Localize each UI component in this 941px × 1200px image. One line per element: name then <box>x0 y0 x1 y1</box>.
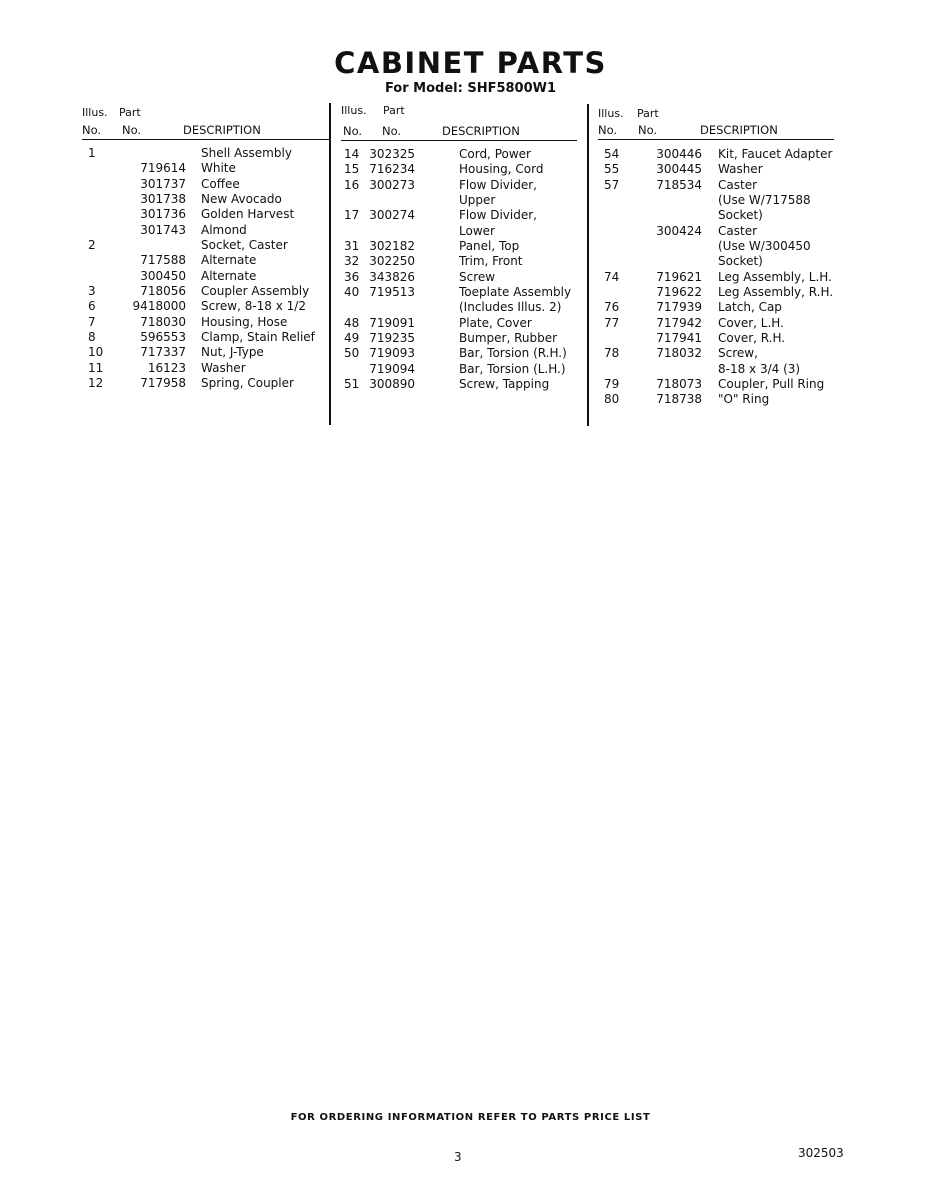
part-description: Bar, Torsion (R.H.) <box>459 346 567 361</box>
illus-number: 11 <box>88 360 104 375</box>
part-number: 596553 <box>140 329 186 344</box>
part-description: (Use W/717588 <box>718 192 811 207</box>
part-description: New Avocado <box>201 191 282 206</box>
part-number: 300450 <box>140 268 186 283</box>
part-description: Leg Assembly, L.H. <box>718 269 832 284</box>
part-number: 718032 <box>656 346 702 361</box>
part-number: 719093 <box>369 346 415 361</box>
part-number: 300890 <box>369 376 415 391</box>
part-number: 717958 <box>140 375 186 390</box>
part-description: Screw, 8-18 x 1/2 <box>201 299 306 314</box>
part-description: Latch, Cap <box>718 300 782 315</box>
illus-number: 49 <box>344 330 360 345</box>
column-divider <box>329 103 331 425</box>
part-description: Caster <box>718 223 758 238</box>
part-number: 718056 <box>140 283 186 298</box>
part-number: 300445 <box>656 162 702 177</box>
part-description: "O" Ring <box>718 392 770 407</box>
part-description: (Use W/300450 <box>718 238 811 253</box>
illus-number: 50 <box>344 346 360 361</box>
header-part-no: No. <box>382 124 402 138</box>
part-number: 301743 <box>140 222 186 237</box>
part-number: 718534 <box>656 177 702 192</box>
illus-number: 6 <box>88 299 96 314</box>
part-description: Alternate <box>201 268 257 283</box>
part-number: 717939 <box>656 300 702 315</box>
part-number: 718030 <box>140 314 186 329</box>
part-number: 717337 <box>140 345 186 360</box>
illus-number: 32 <box>344 254 360 269</box>
part-number: 719513 <box>369 284 415 299</box>
header-description: DESCRIPTION <box>700 123 778 137</box>
illus-number: 55 <box>604 162 620 177</box>
part-description: Cord, Power <box>459 147 531 161</box>
part-number: 300446 <box>656 147 702 161</box>
illus-number: 31 <box>344 238 360 253</box>
part-number: 302250 <box>369 254 415 269</box>
header-description: DESCRIPTION <box>442 124 520 138</box>
part-description: Housing, Cord <box>459 162 544 177</box>
part-number: 717941 <box>656 330 702 345</box>
part-description: Plate, Cover <box>459 315 532 330</box>
header-illus: Illus. <box>341 104 367 117</box>
part-description: Toeplate Assembly <box>459 284 572 299</box>
part-number: 717942 <box>656 315 702 330</box>
part-description: Screw, Tapping <box>459 376 550 391</box>
illus-number: 77 <box>604 315 620 330</box>
illus-number: 1 <box>88 146 96 160</box>
header-illus: Illus. <box>598 107 624 120</box>
illus-number: 17 <box>344 208 360 223</box>
part-description: Washer <box>718 162 763 177</box>
part-number: 300274 <box>369 208 415 223</box>
header-rule <box>341 140 577 141</box>
part-description: Cover, L.H. <box>718 315 784 330</box>
header-illus-no: No. <box>598 123 618 137</box>
illus-number: 57 <box>604 177 620 192</box>
part-description: Leg Assembly, R.H. <box>718 284 834 299</box>
part-number: 719094 <box>369 361 415 376</box>
part-number: 300424 <box>656 223 702 238</box>
part-number: 719621 <box>656 269 702 284</box>
part-description: Screw <box>459 269 496 284</box>
illus-number: 2 <box>88 237 96 252</box>
part-description: Socket) <box>718 208 763 223</box>
part-description: Alternate <box>201 253 257 268</box>
illus-number: 80 <box>604 392 620 407</box>
part-description: Flow Divider, <box>459 177 537 192</box>
illus-number: 54 <box>604 147 620 161</box>
part-description: Housing, Hose <box>201 314 288 329</box>
part-description: Caster <box>718 177 758 192</box>
part-number: 718738 <box>656 392 702 407</box>
illus-number: 36 <box>344 269 360 284</box>
header-part: Part <box>637 107 659 120</box>
part-number: 301736 <box>140 207 186 222</box>
part-description: Socket) <box>718 254 763 269</box>
illus-number: 3 <box>88 283 96 298</box>
header-part-no: No. <box>638 123 658 137</box>
part-number: 301738 <box>140 191 186 206</box>
header-part: Part <box>119 106 141 119</box>
part-description: Clamp, Stain Relief <box>201 329 315 344</box>
ordering-footer: FOR ORDERING INFORMATION REFER TO PARTS PRICE LIST <box>290 1112 651 1123</box>
part-number: 718073 <box>656 376 702 391</box>
part-description: Lower <box>459 223 495 238</box>
illus-number: 76 <box>604 300 620 315</box>
part-number: 719622 <box>656 284 702 299</box>
part-description: Bar, Torsion (L.H.) <box>459 361 566 376</box>
part-description: Screw, <box>718 346 758 361</box>
part-description: Washer <box>201 360 246 375</box>
part-description: Bumper, Rubber <box>459 330 558 345</box>
illus-number: 14 <box>344 147 360 161</box>
part-description: Socket, Caster <box>201 237 288 252</box>
part-number: 9418000 <box>132 299 186 314</box>
part-description: Golden Harvest <box>201 207 295 222</box>
illus-number: 48 <box>344 315 360 330</box>
part-number: 717588 <box>140 253 186 268</box>
part-description: Coffee <box>201 176 240 191</box>
part-description: Almond <box>201 222 247 237</box>
illus-number: 10 <box>88 345 104 360</box>
part-description: Cover, R.H. <box>718 330 786 345</box>
part-description: Coupler, Pull Ring <box>718 376 825 391</box>
illus-number: 78 <box>604 346 620 361</box>
part-description: Shell Assembly <box>201 146 292 160</box>
part-number: 343826 <box>369 269 415 284</box>
illus-number: 40 <box>344 284 360 299</box>
part-number: 302325 <box>369 147 415 161</box>
header-rule <box>598 139 834 140</box>
document-number: 302503 <box>798 1146 844 1160</box>
illus-number: 16 <box>344 177 360 192</box>
header-illus: Illus. <box>82 106 108 119</box>
part-description: Upper <box>459 192 496 207</box>
illus-number: 79 <box>604 376 620 391</box>
part-description: Nut, J-Type <box>201 345 264 360</box>
header-description: DESCRIPTION <box>183 123 261 137</box>
column-divider <box>587 104 589 426</box>
part-description: 8-18 x 3/4 (3) <box>718 361 801 376</box>
part-description: Trim, Front <box>459 254 523 269</box>
illus-number: 51 <box>344 376 360 391</box>
header-part-no: No. <box>122 123 142 137</box>
part-number: 716234 <box>369 162 415 177</box>
illus-number: 8 <box>88 329 96 344</box>
part-number: 300273 <box>369 177 415 192</box>
part-description: Flow Divider, <box>459 208 537 223</box>
part-description: Kit, Faucet Adapter <box>718 147 833 161</box>
part-number: 302182 <box>369 238 415 253</box>
illus-number: 74 <box>604 269 620 284</box>
illus-number: 7 <box>88 314 96 329</box>
page-title: CABINET PARTS <box>334 46 607 80</box>
part-description: Coupler Assembly <box>201 283 310 298</box>
part-number: 719235 <box>369 330 415 345</box>
header-rule <box>82 139 330 140</box>
model-subtitle: For Model: SHF5800W1 <box>384 81 557 96</box>
part-description: (Includes Illus. 2) <box>459 300 562 315</box>
header-illus-no: No. <box>82 123 102 137</box>
page-number: 3 <box>454 1150 462 1164</box>
part-description: White <box>201 161 236 176</box>
part-number: 16123 <box>147 360 186 375</box>
part-number: 719614 <box>140 161 186 176</box>
part-description: Spring, Coupler <box>201 375 294 390</box>
header-part: Part <box>383 104 405 117</box>
illus-number: 12 <box>88 375 104 390</box>
illus-number: 15 <box>344 162 360 177</box>
part-number: 301737 <box>140 176 186 191</box>
part-number: 719091 <box>369 315 415 330</box>
part-description: Panel, Top <box>459 238 520 253</box>
header-illus-no: No. <box>343 124 363 138</box>
